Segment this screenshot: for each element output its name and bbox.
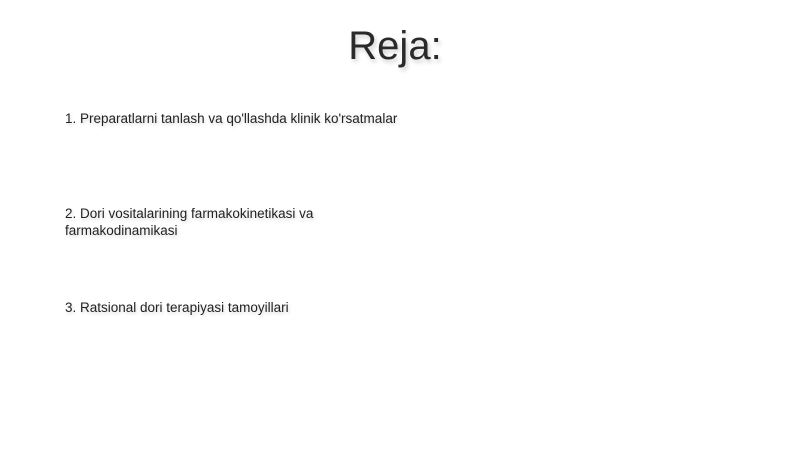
- plan-item-2: 2. Dori vositalarining farmakokinetikasi va farmakodinamikasi: [65, 206, 314, 238]
- plan-item-1: 1. Preparatlarni tanlash va qo'llashda klinik ko'rsatmalar: [65, 111, 398, 126]
- slide-title: Reja:: [348, 24, 442, 68]
- plan-item-3: 3. Ratsional dori terapiyasi tamoyillari: [65, 300, 289, 315]
